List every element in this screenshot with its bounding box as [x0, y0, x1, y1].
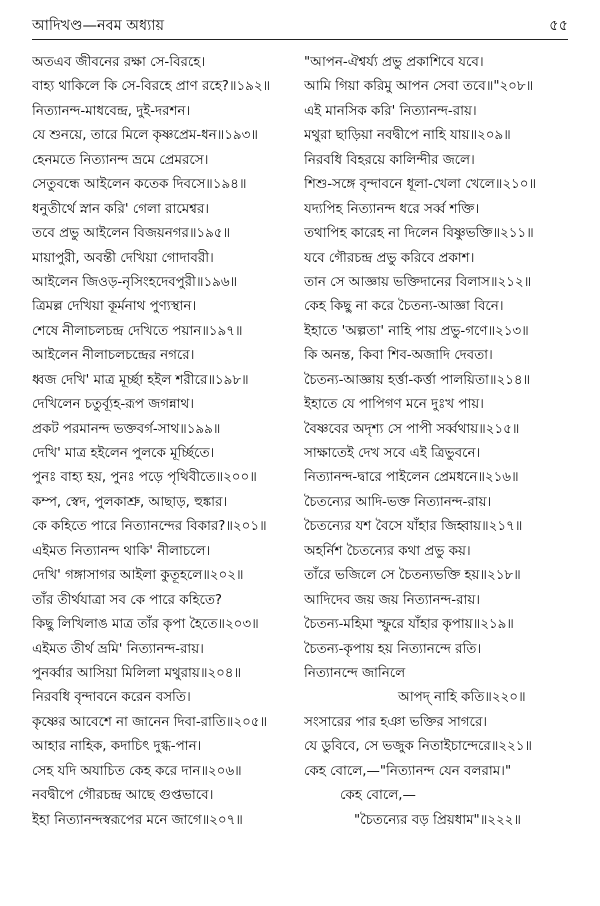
running-title: আদিখণ্ড—নবম অধ্যায়	[32, 18, 165, 34]
verse-line: দেখি' মাত্র হইলেন পুলকে মূর্চ্ছিতে।	[32, 446, 215, 461]
verse-line: কিছু লিখিলাঙ মাত্র তাঁর কৃপা হৈতে॥২০৩॥	[32, 617, 259, 633]
verse-line: আপদ্ নাহি কতি॥২২০॥	[398, 690, 526, 706]
verse-line: সাক্ষাতেই দেখ সবে এই ত্রিভুবনে।	[304, 446, 481, 461]
page-header	[32, 12, 568, 36]
verse-line: যে ডুবিবে, সে ভজুক নিতাইচান্দেরে॥২২১॥	[304, 739, 532, 755]
verse-line: মায়াপুরী, অবন্তী দেখিয়া গোদাবরী।	[32, 250, 214, 266]
verse-line: সেহ যদি অযাচিত কেহ করে দান॥২০৬॥	[32, 763, 242, 779]
verse-line: "চৈতন্যের বড় প্রিয়ধাম"॥২২২॥	[354, 812, 521, 828]
verse-line: আইলেন জিওড়-নৃসিংহদেবপুরী॥১৯৬॥	[32, 274, 238, 290]
verse-line: অহর্নিশ চৈতন্যের কথা প্রভু কয়।	[304, 543, 471, 559]
verse-line: যবে গৌরচন্দ্র প্রভু করিবে প্রকাশ।	[304, 250, 475, 266]
verse-line: যে শুনয়ে, তারে মিলে কৃষ্ণপ্রেম-ধন॥১৯৩॥	[32, 128, 258, 144]
verse-line: যদ্যপিহ নিত্যানন্দ ধরে সর্ব্ব শক্তি।	[304, 201, 480, 217]
left-verse-column	[32, 51, 294, 833]
verse-line: চৈতন্য-মহিমা স্ফুরে যাঁহার কৃপায়॥২১৯॥	[304, 617, 514, 633]
verse-line: মথুরা ছাড়িয়া নবদ্বীপে নাহি যায়॥২০৯॥	[304, 128, 511, 144]
verse-line: আদিদেব জয় জয় নিত্যানন্দ-রায়।	[304, 592, 480, 608]
verse-line: ধ্বজ দেখি' মাত্র মূর্চ্ছা হইল শরীরে॥১৯৮॥	[32, 372, 249, 388]
verse-line: চৈতন্যের যশ বৈসে যাঁহার জিহ্বায়॥২১৭॥	[304, 519, 523, 535]
verse-line: এইমত তীর্থ ভ্রমি' নিত্যানন্দ-রায়।	[32, 641, 204, 657]
verse-line: চৈতন্যের আদি-ভক্ত নিত্যানন্দ-রায়।	[304, 494, 492, 510]
verse-line: শিশু-সঙ্গে বৃন্দাবনে ধূলা-খেলা খেলে॥২১০॥	[304, 177, 537, 193]
verse-line: শেষে নীলাচলচন্দ্র দেখিতে পয়ান॥১৯৭॥	[32, 323, 243, 339]
verse-line: সংসারের পার হঞা ভক্তির সাগরে।	[304, 714, 488, 730]
verse-line: আইলেন নীলাচলচন্দ্রের নগরে।	[32, 348, 195, 364]
verse-line: এইমত নিত্যানন্দ থাকি' নীলাচলে।	[32, 543, 211, 559]
verse-line: চৈতন্য-কৃপায় হয় নিত্যানন্দে রতি।	[304, 641, 482, 657]
right-verse-column	[304, 51, 570, 833]
verse-line: কেহ বোলে,—"নিত্যানন্দ যেন বলরাম।"	[304, 763, 512, 779]
verse-line: প্রকট পরমানন্দ ভক্তবর্গ-সাথ॥১৯৯॥	[32, 421, 221, 437]
verse-line: তাঁরে ভজিলে সে চৈতন্যভক্তি হয়॥২১৮॥	[304, 568, 521, 584]
verse-line: পুনঃ বাহ্য হয়, পুনঃ পড়ে পৃথিবীতে॥২০০॥	[32, 470, 257, 486]
verse-line: নিত্যানন্দে জানিলে	[304, 665, 406, 681]
verse-line: দেখি' গঙ্গাসাগর আইলা কুতূহলে॥২০২॥	[32, 568, 244, 584]
verse-line: হেনমতে নিত্যানন্দ ভ্রমে প্রেমরসে।	[32, 152, 209, 168]
verse-line: তথাপিহ কারেহ না দিলেন বিষ্ণুভক্তি॥২১১॥	[304, 226, 534, 242]
page-number: ৫৫	[549, 18, 568, 34]
verse-line: তান সে আজ্ঞায় ভক্তিদানের বিলাস॥২১২॥	[304, 274, 532, 290]
verse-line: কৃষ্ণের আবেশে না জানেন দিবা-রাতি॥২০৫॥	[32, 714, 268, 730]
verse-line: অতএব জীবনের রক্ষা সে-বিরহে।	[32, 55, 206, 70]
verse-line: ইহা নিত্যানন্দস্বরূপের মনে জাগে॥২০৭॥	[32, 812, 243, 828]
verse-line: বৈষ্ণবের অদৃশ্য সে পাপী সর্ব্বথায়॥২১৫॥	[304, 421, 520, 437]
verse-line: নিরবধি বিহরয়ে কালিন্দীর জলে।	[304, 152, 475, 168]
verse-line: কেহ কিছু না করে চৈতন্য-আজ্ঞা বিনে।	[304, 299, 504, 315]
verse-line: চৈতন্য-আজ্ঞায় হর্ত্তা-কর্ত্তা পালয়িতা॥২১৪॥	[304, 372, 531, 388]
verse-line: বাহ্য থাকিলে কি সে-বিরহে প্রাণ রহে?॥১৯২॥	[32, 79, 271, 95]
verse-line: নিরবধি বৃন্দাবনে করেন বসতি।	[32, 690, 191, 706]
verse-line: ইহাতে যে পাপিগণ মনে দুঃখ পায়।	[304, 397, 484, 413]
header-rule	[32, 39, 568, 40]
verse-line: নবদ্বীপে গৌরচন্দ্র আছে গুপ্তভাবে।	[32, 788, 214, 804]
verse-line: আহার নাহিক, কদাচিৎ দুগ্ধ-পান।	[32, 739, 202, 755]
verse-line: ধনুতীর্থে স্নান করি' গেলা রামেশ্বর।	[32, 201, 209, 217]
verse-line: তাঁর তীর্থযাত্রা সব কে পারে কহিতে?	[32, 592, 223, 608]
verse-line: ত্রিমল্ল দেখিয়া কূর্মনাথ পুণ্যস্থান।	[32, 299, 197, 315]
verse-line: কি অনন্ত, কিবা শিব-অজাদি দেবতা।	[304, 348, 493, 364]
verse-line: নিত্যানন্দ-দ্বারে পাইলেন প্রেমধনে॥২১৬॥	[304, 470, 519, 486]
verse-line: "আপন-ঐশ্বর্য্য প্রভু প্রকাশিবে যবে।	[304, 55, 484, 70]
verse-line: কম্প, স্বেদ, পুলকাশ্রু, আছাড়, হুঙ্কার।	[32, 494, 228, 510]
verse-line: নিত্যানন্দ-মাধবেন্দ্র, দুই-দরশন।	[32, 103, 191, 119]
verse-line: এই মানসিক করি' নিত্যানন্দ-রায়।	[304, 103, 477, 119]
verse-line: ইহাতে 'অল্পতা' নাহি পায় প্রভু-গণে॥২১৩॥	[304, 323, 529, 339]
verse-line: কে কহিতে পারে নিত্যানন্দের বিকার?॥২০১॥	[32, 519, 267, 535]
verse-line: কেহ বোলে,—	[340, 788, 416, 804]
verse-line: তবে প্রভু আইলেন বিজয়নগর॥১৯৫॥	[32, 226, 231, 242]
verse-line: পুনর্ব্বার আসিয়া মিলিলা মথুরায়॥২০৪॥	[32, 665, 242, 681]
verse-line: সেতুবন্ধে আইলেন কতেক দিবসে॥১৯৪॥	[32, 177, 247, 193]
verse-line: আমি গিয়া করিমু আপন সেবা তবে॥"২০৮॥	[304, 79, 534, 95]
verse-line: দেখিলেন চতুর্ব্যূহ-রূপ জগন্নাথ।	[32, 397, 195, 413]
